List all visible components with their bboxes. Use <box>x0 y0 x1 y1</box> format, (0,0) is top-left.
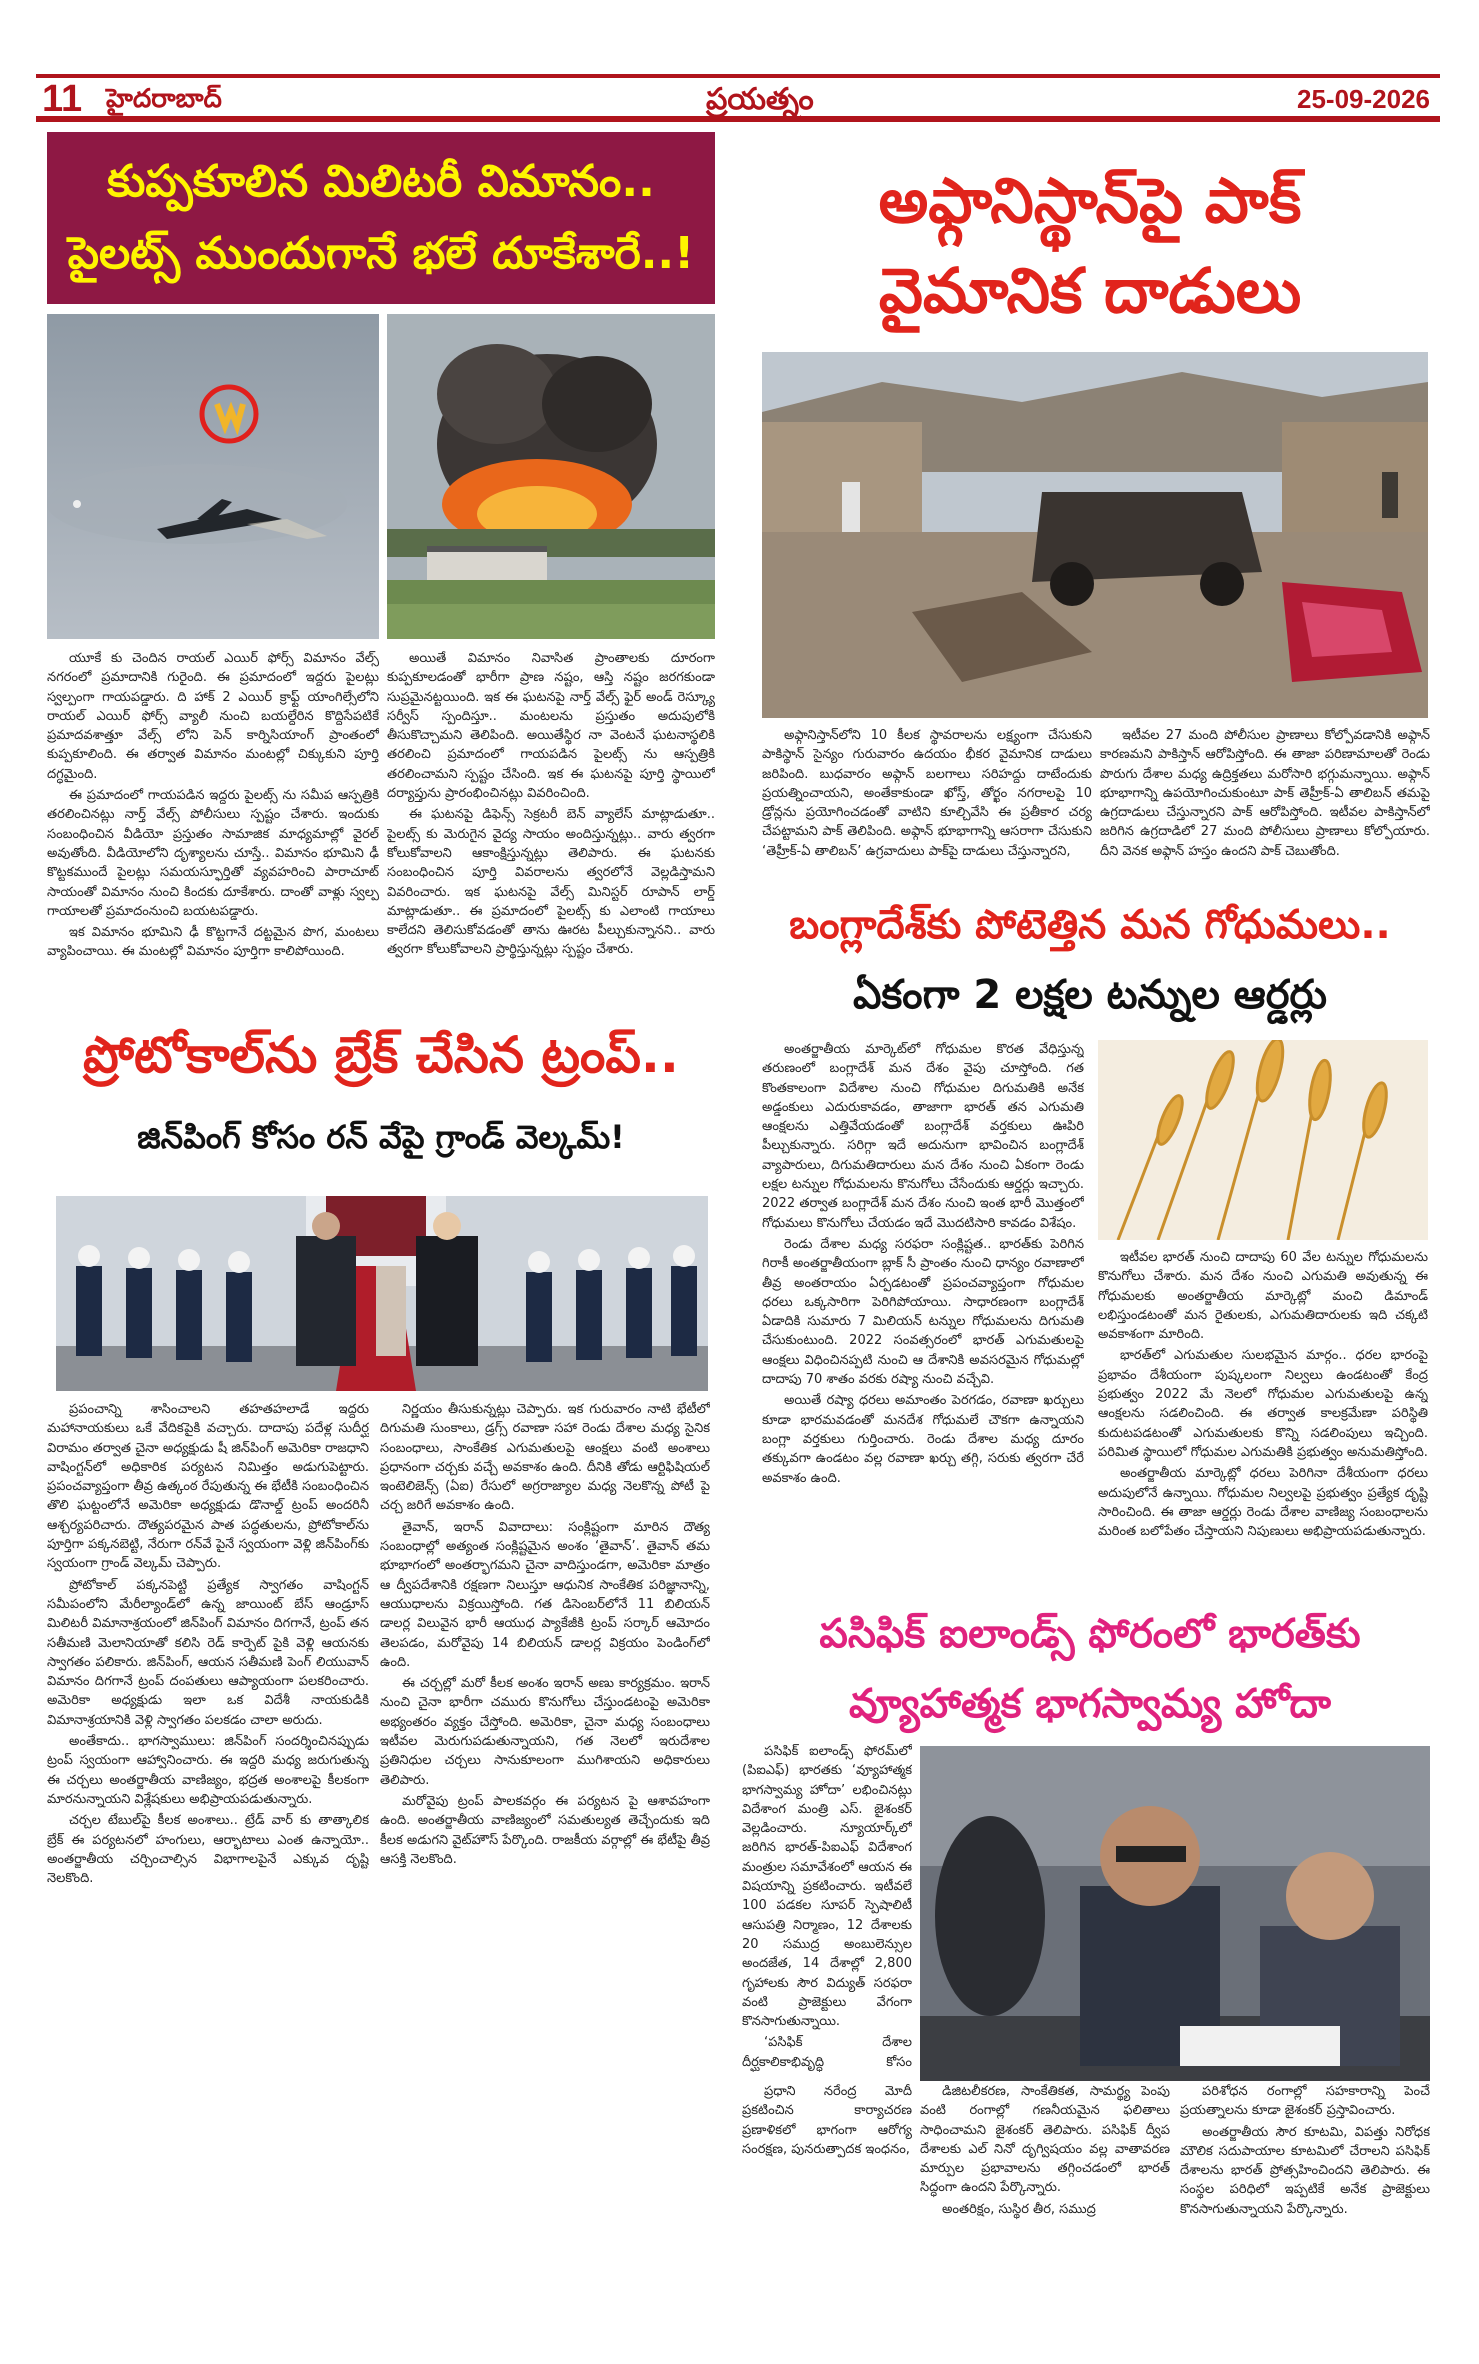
paragraph: మరోవైపు ట్రంప్ పాలకవర్గం ఈ పర్యటన పై ఆశావహంగా ఉంది. అంతర్జాతీయ వాణిజ్యంలో సమతుల్యత తెచ్చేందుకు ఇది కీలక అడుగని వైట్‌హౌస్ పేర్కొంది. రాజకీయ వర్గాల్లో ఈ భేటీపై తీవ్ర ఆసక్తి నెలకొంది. <box>380 1793 710 1867</box>
paragraph: ఇటీవల 27 మంది పోలీసుల ప్రాణాలు కోల్పోవడానికి అఫ్గాన్ కారణమని పాకిస్తాన్ ఆరోపిస్తోంది. ఈ తాజా పరిణామాలతో రెండు పొరుగు దేశాల మధ్య ఉద్రిక్తతలు మరోసారి భగ్గుమన్నాయి. అఫ్గాన్ భూభాగాన్ని ఉపయోగించుకుంటూ పాక్ తెహ్రీక్-ఏ తాలిబన్ తమపై ఉగ్రదాడులు చేస్తున్నారని పాక్ ఆరోపిస్తోంది. ఇటీవల పాకిస్తాన్‌లో జరిగిన ఉగ్రదాడిలో 27 మంది పోలీసులు ప్రాణాలు కోల్పోయారు. దీని వెనక అఫ్గాన్ హస్తం ఉందని పాక్ చెబుతోంది. <box>1100 728 1430 859</box>
plane-crash-headline-box <box>47 132 715 304</box>
paragraph: ప్రోటోకాల్ పక్కనపెట్టి ప్రత్యేక స్వాగతం వాషింగ్టన్ సమీపంలోని మేరీల్యాండ్‌లో ఉన్న జాయింట్ బేస్ ఆండ్రూస్ మిలిటరీ విమానాశ్రయంలో జిన్‌పింగ్ విమానం దిగగానే, ట్రంప్ తన సతీమణి మెలానియాతో కలిసి రెడ్ కార్పెట్ పైకి వెళ్లి ఆయనకు స్వాగతం పలికారు. జిన్‌పింగ్, ఆయన సతీమణి పెంగ్ లియువాన్ విమానం దిగగానే ట్రంప్ దంపతులు ఆప్యాయంగా పలకరించారు. అమెరికా అధ్యక్షుడు ఇలా ఒక విదేశీ నాయకుడికి విమానాశ్రయానికి వెళ్లి స్వాగతం పలకడం చాలా అరుదు. <box>47 1577 369 1728</box>
paragraph: యూకే కు చెందిన రాయల్ ఎయిర్ ఫోర్స్ విమానం వేల్స్ నగరంలో ప్రమాదానికి గురైంది. ఈ ప్రమాదంలో ఇద్దరు పైలట్లు స్వల్పంగా గాయపడ్డారు. ది హాక్ 2 ఎయిర్ క్రాఫ్ట్ యాంగిల్సేలోని రాయల్ ఎయిర్ ఫోర్స్ వ్యాలీ నుంచి బయల్దేరిన కొద్దిసేపటికే ప్రమాదవశాత్తూ వేల్స్ లోని పెన్ కార్నిసియాంగ్ ప్రాంతంలో కుప్పకూలింది. ఈ తర్వాత విమానం మంటల్లో చిక్కుకుని పూర్తి దగ్ధమైంది. <box>47 651 379 782</box>
plane-crash-headline-line2: పైలట్స్ ముందుగానే భలే దూకేశారే..! <box>67 228 695 279</box>
paragraph: అంతర్జాతీయ మార్కెట్‌లో గోధుమల కొరత వేధిస్తున్న తరుణంలో బంగ్లాదేశ్ మన దేశం వైపు చూస్తోంది. గత కొంతకాలంగా విదేశాల నుంచి గోధుమల దిగుమతికి అనేక అడ్డంకులు ఎదురుకావడం, తాజాగా భారత్ తన ఎగుమతి ఆంక్షలను ఎత్తివేయడంతో బంగ్లాదేశ్ వర్తకులు ఊపిరి పీల్చుకున్నారు. సరిగ్గా ఇదే అదునుగా భావించిన బంగ్లాదేశ్ వ్యాపారులు, దిగుమతిదారులు మన దేశం నుంచి ఏకంగా రెండు లక్షల టన్నుల గోధుమలను కొనుగోలు చేసేందుకు ఆర్డర్లు ఇచ్చారు. 2022 తర్వాత బంగ్లాదేశ్ మన దేశం నుంచి ఇంత భారీ మొత్తంలో గోధుమలు కొనుగోలు చేయడం ఇదే మొదటిసారి కావడం విశేషం. <box>762 1042 1084 1231</box>
trump-xi-runway-photo <box>56 1196 708 1391</box>
pacific-text-col2 <box>742 2082 912 2312</box>
wheat-text-col2 <box>1098 1248 1428 1570</box>
plane-crash-headline-line1: కుప్పకూలిన మిలిటరీ విమానం.. <box>107 156 655 207</box>
trump-text-col2 <box>380 1400 710 2315</box>
city-name: హైదరాబాద్ <box>106 84 222 114</box>
paragraph: అయితే విమానం నివాసిత ప్రాంతాలకు దూరంగా కుప్పకూలడంతో భారీగా ప్రాణ నష్టం, ఆస్తి నష్టం జరగకుండా సుప్రమైనట్టయింది. ఇక ఈ ఘటనపై నార్త్ వేల్స్ ఫైర్ అండ్ రెస్క్యూ సర్వీస్ స్పందిస్తూ.. మంటలను ప్రస్తుతం అదుపులోకి తీసుకొచ్చామని తెలిపింది. అయితేస్థిర నా వెంటనే ఘటనాస్థలికి తరలించి ప్రమాదంలో గాయపడిన పైలట్స్ ను ఆస్పత్రికి తరలించామని స్పష్టం చేసింది. ఇక ఈ ఘటనపై పూర్తి స్థాయిలో దర్యాప్తును ప్రారంభించినట్లు వివరించింది. <box>387 651 715 802</box>
paragraph: భారత్‌లో ఎగుమతుల సులభమైన మార్గం.. ధరల భారంపై ప్రభావం దేశీయంగా పుష్కలంగా నిల్వలు ఉండటంతో కేంద్ర ప్రభుత్వం 2022 మే నెలలో గోధుమల ఎగుమతులపై ఉన్న ఆంక్షలను సడలించింది. ఈ తర్వాత కాలక్రమేణా పరిస్థితి కుదుటపడటంతో ఎగుమతులకు కొన్ని సడలింపులు ఇచ్చింది. పరిమిత స్థాయిలో గోధుమల ఎగుమతికి ప్రభుత్వం అనుమతిస్తోంది. <box>1098 1348 1428 1460</box>
afghan-airstrike-damage-photo <box>762 352 1428 718</box>
pacific-headline-line1: పసిఫిక్ ఐలాండ్స్ ఫోరంలో భారత్‌కు <box>819 1611 1361 1657</box>
plane-crash-text-col2 <box>387 649 715 1001</box>
trump-text-col1 <box>47 1400 369 2315</box>
afghan-text-col2 <box>1100 726 1430 876</box>
paragraph: ప్రధాని నరేంద్ర మోదీ ప్రకటించిన కార్యాచరణ ప్రణాళికలో భాగంగా ఆరోగ్య సంరక్షణ, పునరుత్పాదక ఇంధనం, <box>742 2084 912 2157</box>
plane-crash-text-col1 <box>47 649 379 1001</box>
paragraph: ‘పసిఫిక్ దేశాల దీర్ఘకాలికాభివృద్ధి కోసం <box>742 2035 912 2070</box>
wheat-headline-line2: ఏకంగా 2 లక్షల టన్నుల ఆర్డర్లు <box>852 972 1327 1018</box>
paragraph: ప్రపంచాన్ని శాసించాలని తహతహలాడే ఇద్దరు మహానాయకులు ఒకే వేదికపైకి వచ్చారు. దాదాపు పదేళ్ల సుదీర్ఘ విరామం తర్వాత చైనా అధ్యక్షుడు షీ జిన్‌పింగ్ అమెరికా రాజధాని వాషింగ్టన్‌లో అధికారిక పర్యటన నిమిత్తం అడుగుపెట్టారు. ప్రపంచవ్యాప్తంగా తీవ్ర ఉత్కంఠ రేపుతున్న ఈ భేటీకి సంబంధించిన తొలి ఘట్టంలోనే అమెరికా అధ్యక్షుడు డొనాల్డ్ ట్రంప్ అందరినీ ఆశ్చర్యపరిచారు. దౌత్యపరమైన పాత పద్ధతులను, ప్రోటోకాల్‌ను పూర్తిగా పక్కనబెట్టి, నేరుగా రన్‌వే పైనే స్వయంగా వెళ్లి జిన్‌పింగ్‌కు స్వయంగా గ్రాండ్ వెల్కమ్ చెప్పారు. <box>47 1402 369 1572</box>
paragraph: నిర్ణయం తీసుకున్నట్లు చెప్పారు. ఇక గురువారం నాటి భేటీలో దిగుమతి సుంకాలు, డ్రగ్స్ రవాణా సహా రెండు దేశాల మధ్య సైనిక సంబంధాలు, సాంకేతిక ఎగుమతులపై ఆంక్షలు వంటి అంశాలు ప్రధానంగా చర్చకు వచ్చే అవకాశం ఉంది. దీనికి తోడు ఆర్టిఫిషియల్ ఇంటెలిజెన్స్ (ఏఐ) రేసులో అగ్రరాజ్యాల మధ్య నెలకొన్న పోటీ పై చర్చ జరిగే అవకాశం ఉంది. <box>380 1402 710 1514</box>
paragraph: అంతేకాదు.. భాగస్వాములు: జిన్‌పింగ్ సందర్శించినప్పుడు ట్రంప్ స్వయంగా ఆహ్వానించారు. ఈ ఇద్దరి మధ్య జరుగుతున్న ఈ చర్చలు అంతర్జాతీయ వాణిజ్యం, భద్రత అంశాలపై కీలకంగా మారనున్నాయని విశ్లేషకులు అభిప్రాయపడుతున్నారు. <box>47 1734 369 1807</box>
paragraph: పసిఫిక్ ఐలాండ్స్ ఫోరమ్‌లో (పిఐఎఫ్) భారతకు ‘వ్యూహాత్మక భాగస్వామ్య హోదా’ లభించినట్లు విదేశాంగ మంత్రి ఎస్. జైశంకర్ వెల్లడించారు. న్యూయార్క్‌లో జరిగిన భారత్-పిఐఎఫ్ విదేశాంగ మంత్రుల సమావేశంలో ఆయన ఈ విషయాన్ని ప్రకటించారు. ఇటీవలే 100 పడకల సూపర్ స్పెషాలిటీ ఆసుపత్రి నిర్మాణం, 12 దేశాలకు 20 సముద్ర అంబులెన్సుల అందజేత, 14 దేశాల్లో 2,800 గృహాలకు సౌర విద్యుత్ సరఫరా వంటి ప్రాజెక్టులు వేగంగా కొనసాగుతున్నాయి. <box>742 1744 912 2030</box>
crash-fireball-photo <box>387 314 715 639</box>
pacific-text-col3 <box>920 2082 1170 2312</box>
paragraph: తైవాన్, ఇరాన్ వివాదాలు: సంక్లిష్టంగా మారిన దౌత్య సంబంధాల్లో అత్యంత సంక్లిష్టమైన అంశం ‘తైవాన్’. తైవాన్ తమ భూభాగంలో అంతర్భాగమని చైనా వాదిస్తుండగా, అమెరికా మాత్రం ఆ ద్వీపదేశానికి రక్షణగా నిలుస్తూ ఆధునిక సాంకేతిక పరిజ్ఞానాన్ని, ఆయుధాలను విక్రయిస్తోంది. గత డిసెంబర్‌లోనే 11 బిలియన్ డాలర్ల విలువైన భారీ ఆయుధ ప్యాకేజీకి ట్రంప్ సర్కార్ ఆమోదం తెలపడం, మరోవైపు 14 బిలియన్ డాలర్ల విక్రయం పెండింగ్‌లో ఉంది. <box>380 1519 710 1670</box>
paragraph: అంతర్జాతీయ మార్కెట్లో ధరలు పెరిగినా దేశీయంగా ధరలు అదుపులోనే ఉన్నాయి. గోధుమల నిల్వలపై ప్రభుత్వం ప్రత్యేక దృష్టి సారించింది. ఈ తాజా ఆర్డర్లు రెండు దేశాల వాణిజ్య సంబంధాలను మరింత బలోపేతం చేస్తాయని నిపుణులు అభిప్రాయపడుతున్నారు. <box>1098 1466 1428 1540</box>
paragraph: అంతరిక్షం, సుస్థిర తీర, సముద్ర <box>942 2201 1096 2217</box>
paragraph: రెండు దేశాల మధ్య సరఫరా సంక్లిష్టత.. భారత్‌కు పెరిగిన గిరాకీ అంతర్జాతీయంగా బ్లాక్ సీ ప్రాంతం నుంచి ధాన్యం రవాణాలో తీవ్ర అంతరాయం ఏర్పడటంతో ప్రపంచవ్యాప్తంగా గోధుమల ధరలు ఒక్కసారిగా పెరిగిపోయాయి. సాధారణంగా బంగ్లాదేశ్ ఏడాదికి సుమారు 7 మిలియన్ టన్నుల గోధుమలను దిగుమతి చేసుకుంటుంది. 2022 సంవత్సరంలో భారత్ ఎగుమతులపై ఆంక్షలు విధించినప్పటి నుంచి ఆ దేశానికి అవసరమైన గోధుమల్లో దాదాపు 70 శాతం వరకు రష్యా నుంచి వచ్చేవి. <box>762 1236 1084 1388</box>
afghan-text-col1 <box>762 726 1092 876</box>
paragraph: అంతర్జాతీయ సౌర కూటమి, విపత్తు నిరోధక మౌలిక సదుపాయాల కూటమిలో చేరాలని పసిఫిక్ దేశాలను భారత్ ప్రోత్సహించిందని తెలిపారు. ఈ సంస్థల పరిధిలో ఇప్పటికే అనేక ప్రాజెక్టులు కొనసాగుతున్నాయని పేర్కొన్నారు. <box>1180 2124 1430 2217</box>
pacific-text-col1 <box>742 1742 912 2072</box>
paragraph: ఈ చర్చల్లో మరో కీలక అంశం ఇరాన్ అణు కార్యక్రమం. ఇరాన్ నుంచి చైనా భారీగా చమురు కొనుగోలు చేస్తుండటంపై అమెరికా అభ్యంతరం వ్యక్తం చేస్తోంది. అమెరికా, చైనా మధ్య సంబంధాలు ఇటీవల మెరుగుపడుతున్నాయని, గత నెలలో ఇరుదేశాల ప్రతినిధుల చర్చలు సానుకూలంగా ముగిశాయని అధికారులు తెలిపారు. <box>380 1676 710 1788</box>
newspaper-name: ప్రయత్నం <box>706 82 814 117</box>
wheat-headline-line1: బంగ్లాదేశ్‌కు పోటెత్తిన మన గోధుమలు.. <box>789 902 1391 948</box>
trump-headline: ప్రోటోకాల్‌ను బ్రేక్ చేసిన ట్రంప్.. <box>83 1026 679 1084</box>
issue-date: 25-09-2026 <box>1297 84 1430 114</box>
paragraph: అయితే రష్యా ధరలు అమాంతం పెరగడం, రవాణా ఖర్చులు కూడా భారమవడంతో మనదేశ గోధుమలే చౌకగా ఉన్నాయని బంగ్లా వర్తకులు గుర్తించారు. రెండు దేశాల మధ్య దూరం తక్కువగా ఉండటం వల్ల రవాణా ఖర్చు తగ్గి, సరుకు త్వరగా చేరే అవకాశం ఉంది. <box>762 1393 1084 1486</box>
jaishankar-forum-photo <box>920 1746 1430 2081</box>
masthead <box>36 74 1440 122</box>
afghan-headline-line2: వైమానిక దాడులు <box>878 254 1302 327</box>
paragraph: ఇక విమానం భూమిని ఢీ కొట్టగానే దట్టమైన పొగ, మంటలు వ్యాపించాయి. ఈ మంటల్లో విమానం పూర్తిగా కాలిపోయింది. <box>47 925 379 960</box>
wheat-ears-photo <box>1098 1040 1428 1240</box>
paragraph: చర్చల టేబుల్‌పై కీలక అంశాలు.. ట్రేడ్ వార్ కు తాత్కాలిక బ్రేక్ ఈ పర్యటనలో హంగులు, ఆర్భాటాలు ఎంత ఉన్నాయో.. అంతర్జాతీయ చర్చించాల్సిన విభాగాలపైనే ఎక్కువ దృష్టి నెలకొంది. <box>47 1813 369 1887</box>
trump-subheadline: జిన్‌పింగ్ కోసం రన్ వేపై గ్రాండ్ వెల్కమ్! <box>137 1118 625 1156</box>
paragraph: డిజిటలీకరణ, సాంకేతికత, సామర్థ్య పెంపు వంటి రంగాల్లో గణనీయమైన ఫలితాలు సాధించామని జైశంకర్ తెలిపారు. పసిఫిక్ ద్వీప దేశాలకు ఎల్ నినో దృగ్విషయం వల్ల వాతావరణ మార్పుల ప్రభావాలను తగ్గించడంలో భారత్ సిద్ధంగా ఉందని పేర్కొన్నారు. <box>920 2084 1170 2196</box>
paragraph: పరిశోధన రంగాల్లో సహకారాన్ని పెంచే ప్రయత్నాలను కూడా జైశంకర్ ప్రస్తావించారు. <box>1180 2084 1430 2119</box>
paragraph: ఇటీవల భారత్ నుంచి దాదాపు 60 వేల టన్నుల గోధుమలను కొనుగోలు చేశారు. మన దేశం నుంచి ఎగుమతి అవుతున్న ఈ గోధుమలకు అంతర్జాతీయ మార్కెట్లో మంచి డిమాండ్ లభిస్తుండటంతో మన రైతులకు, ఎగుమతిదారులకు ఇది చక్కటి అవకాశంగా మారింది. <box>1098 1250 1428 1343</box>
afghan-headline-line1: అఫ్గానిస్థాన్‌పై పాక్ <box>878 164 1302 237</box>
paragraph: ఈ ప్రమాదంలో గాయపడిన ఇద్దరు పైలట్స్ ను సమీప ఆస్పత్రికి తరలించినట్లు నార్త్ వేల్స్ పోలీసులు స్పష్టం చేశారు. ఇందుకు సంబంధించిన వీడియో ప్రస్తుతం సామాజిక మాధ్యమాల్లో వైరల్ అవుతోంది. వీడియోలోని దృశ్యాలను చూస్తే.. విమానం భూమిని ఢీ కొట్టకముందే పైలట్లు సమయస్ఫూర్తితో వ్యవహరించి పారాచూట్ సాయంతో విమానం నుంచి కిందకు దూకేశారు. దాంతో వాళ్లు స్వల్ప గాయాలతో ప్రమాదంనుంచి బయటపడ్డారు. <box>47 788 379 919</box>
paragraph: ఈ ఘటనపై డిఫెన్స్ సెక్రటరీ బెన్ వ్యాలేస్ మాట్లాడుతూ.. పైలట్స్ కు మెరుగైన వైద్య సాయం అందిస్తున్నట్లు.. వారు త్వరగా కోలుకోవాలని ఆకాంక్షిస్తున్నట్లు తెలిపారు. ఈ ఘటనకు సంబంధించిన పూర్తి వివరాలను త్వరలోనే వెల్లడిస్తామని వివరించారు. ఇక ఘటనపై వేల్స్ మినిస్టర్ రూపాన్ లార్డ్ మాట్లాడుతూ.. ఈ ప్రమాదంలో పైలట్స్ కు ఎలాంటి గాయాలు కాలేదని తెలిసుకోవడంతో తాను ఊరట పీల్చుకున్నానని.. వారు త్వరగా కోలుకోవాలని ప్రార్థిస్తున్నట్లు స్పష్టం చేశారు. <box>387 807 715 958</box>
page-number: 11 <box>42 78 83 120</box>
jet-pilots-ejecting-photo <box>47 314 379 639</box>
pacific-text-col4 <box>1180 2082 1430 2312</box>
pacific-headline-line2: వ్యూహాత్మక భాగస్వామ్య హోదా <box>849 1681 1331 1727</box>
wheat-text-col1 <box>762 1040 1084 1570</box>
paragraph: అఫ్గానిస్తాన్‌లోని 10 కీలక స్థావరాలను లక్ష్యంగా చేసుకుని పాకిస్థాన్ సైన్యం గురువారం ఉదయం భీకర వైమానిక దాడులు జరిపింది. బుధవారం అఫ్గాన్ బలగాలు సరిహద్దు దాటేందుకు ప్రయత్నించాయని, అంతేకాకుండా ఖోస్త్, తోర్ఖం నగరాలపై 10 డ్రోన్లను ప్రయోగించడంతో వాటిని కూల్చివేసి ఈ ప్రతీకార చర్య చేపట్టామని పాక్ తెలిపింది. అఫ్గాన్ భూభాగాన్ని ఆసరాగా చేసుకుని ‘తెహ్రీక్-ఏ తాలిబన్’ ఉగ్రవాదులు పాక్‌పై దాడులు చేస్తున్నారని, <box>762 728 1092 859</box>
